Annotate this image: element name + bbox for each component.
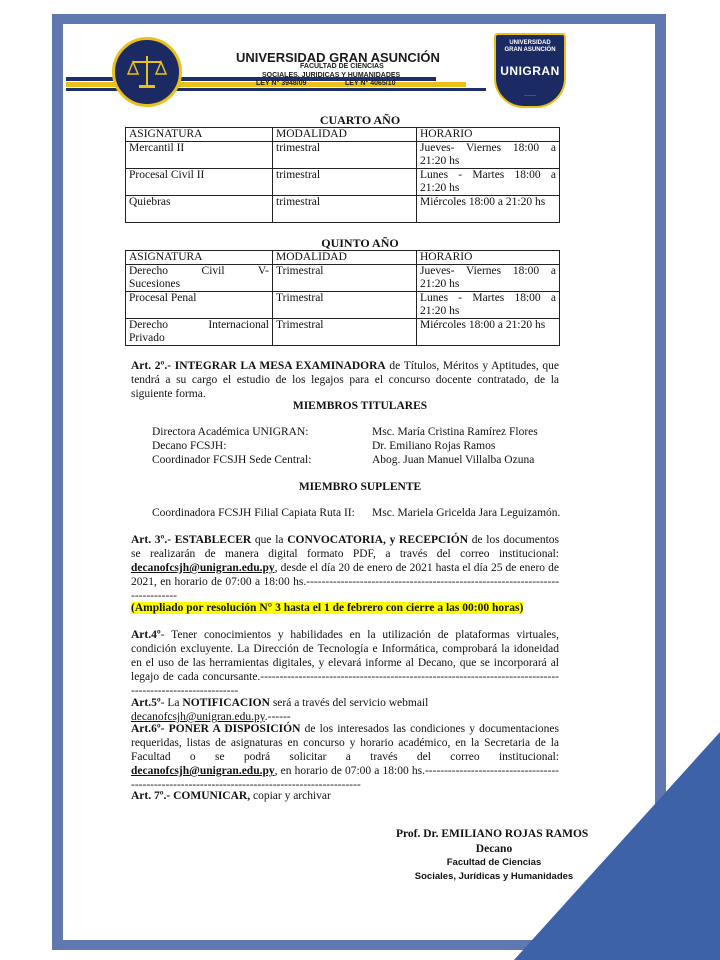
article-5-text: - La xyxy=(160,697,183,709)
article-2 xyxy=(131,359,559,401)
article-3-text: , desde el día 20 de enero de 2021 hasta el día 25 de enero de 2021, en horario de 07:00 a 18:00 hs.------------------------------------------------------------------------------ xyxy=(131,562,559,602)
horario-line: Lunes - Martes 18:00 a xyxy=(420,292,556,304)
article-7-label: Art. 7º.- COMUNICAR, xyxy=(131,790,251,802)
asignatura-line: Derecho Civil V- xyxy=(129,265,269,277)
miembro-suplente-title: MIEMBRO SUPLENTE xyxy=(298,481,422,493)
table-row xyxy=(126,169,560,196)
table-row xyxy=(126,319,560,346)
badge-line2: GRAN ASUNCIÓN xyxy=(504,47,556,53)
email-link[interactable]: decanofcsjh@unigran.edu.py xyxy=(131,765,275,777)
member-role: Decano FCSJH: xyxy=(152,440,227,452)
article-6-label: Art.6º- PONER A DISPOSICIÓN xyxy=(131,723,301,735)
asignatura-line: Sucesiones xyxy=(129,278,181,290)
member-role: Coordinador FCSJH Sede Central: xyxy=(152,454,312,466)
email-link[interactable]: decanofcsjh@unigran.edu.py xyxy=(131,562,275,574)
horario-cell xyxy=(417,292,560,319)
suplente-name: Msc. Mariela Gricelda Jara Leguizamón. xyxy=(372,507,561,519)
table-header-row xyxy=(126,251,560,265)
article-3-label: Art. 3º.- ESTABLECER xyxy=(131,534,252,546)
asignatura-line: Privado xyxy=(129,332,165,344)
article-3 xyxy=(131,533,559,603)
horario-line: 21:20 hs xyxy=(420,182,460,194)
header-asignatura: ASIGNATURA xyxy=(126,128,273,142)
article-4 xyxy=(131,628,559,698)
horario-cell xyxy=(417,142,560,169)
article-6 xyxy=(131,722,559,792)
asignatura-cell: Mercantil II xyxy=(126,142,273,169)
member-role: Directora Académica UNIGRAN: xyxy=(152,426,309,438)
asignatura-cell: Procesal Penal xyxy=(126,292,273,319)
quinto-ano-title: QUINTO AÑO xyxy=(321,236,399,250)
article-5-text: será a través del servicio webmail xyxy=(269,697,429,709)
article-4-label: Art.4º xyxy=(131,629,161,641)
modalidad-cell: Trimestral xyxy=(273,292,417,319)
member-name: Msc. María Cristina Ramírez Flores xyxy=(372,426,538,438)
asignatura-cell: Quiebras xyxy=(126,196,273,223)
faculty-seal-icon xyxy=(112,37,182,107)
article-2-label: Art. 2º.- INTEGRAR LA MESA EXAMINADORA xyxy=(131,360,386,372)
horario-line: Jueves- Viernes 18:00 a xyxy=(420,265,556,277)
university-name: UNIVERSIDAD GRAN ASUNCIÓN xyxy=(236,50,440,65)
law-number-right: LEY N° 4065/10 xyxy=(345,80,396,87)
horario-line: 21:20 hs xyxy=(420,305,460,317)
header-horario: HORARIO xyxy=(417,251,560,265)
miembros-titulares-title: MIEMBROS TITULARES xyxy=(292,400,428,412)
email-link[interactable]: decanofcsjh@unigran.edu.py xyxy=(131,711,265,723)
member-name: Abog. Juan Manuel Villalba Ozuna xyxy=(372,454,535,466)
faculty-line1: FACULTAD DE CIENCIAS xyxy=(300,63,384,70)
ampliado-note xyxy=(131,601,559,615)
horario-cell: Miércoles 18:00 a 21:20 hs xyxy=(417,319,560,346)
header-modalidad: MODALIDAD xyxy=(273,128,417,142)
table-row xyxy=(126,265,560,292)
article-4-text: - Tener conocimientos y habilidades en la utilización de plataformas virtuales, condición excluyente. La Dirección de Tecnología e Informática, comprobará la idoneidad en el uso de las herramientas digitales, y elevará informe al Decano, que se incorporará al legajo de cada concursante.---------------------------------------------------------------------------------------------------------- xyxy=(131,629,559,697)
badge-ribbon: ——— xyxy=(524,92,536,97)
signature-line1: Facultad de Ciencias xyxy=(446,857,542,868)
asignatura-cell xyxy=(126,319,273,346)
table-row xyxy=(126,292,560,319)
cuarto-ano-table xyxy=(125,127,560,223)
signature-title: Decano xyxy=(475,843,513,855)
article-3-text: de los documentos se realizarán de manera digital formato PDF, a través del correo institucional: xyxy=(131,534,559,560)
horario-line: 21:20 hs xyxy=(420,155,460,167)
asignatura-cell xyxy=(126,265,273,292)
article-7-text: copiar y archivar xyxy=(250,790,331,802)
quinto-ano-table xyxy=(125,250,560,346)
modalidad-cell: trimestral xyxy=(273,142,417,169)
modalidad-cell: Trimestral xyxy=(273,319,417,346)
article-2-text: de Títulos, Méritos y Aptitudes, que tendrá a su cargo el estudio de los legajos para el concurso docente contratado, de la siguiente forma. xyxy=(131,360,560,400)
unigran-badge-logo xyxy=(494,33,566,108)
asignatura-line: Derecho Internacional xyxy=(129,319,269,331)
horario-line: 21:20 hs xyxy=(420,278,460,290)
horario-cell xyxy=(417,169,560,196)
modalidad-cell: Trimestral xyxy=(273,265,417,292)
asignatura-cell: Procesal Civil II xyxy=(126,169,273,196)
article-5 xyxy=(131,696,559,724)
table-row xyxy=(126,142,560,169)
member-name: Dr. Emiliano Rojas Ramos xyxy=(372,440,496,452)
header-modalidad: MODALIDAD xyxy=(273,251,417,265)
law-number-left: LEY N° 3948/09 xyxy=(256,80,307,87)
horario-line: Lunes - Martes 18:00 a xyxy=(420,169,556,181)
table-header-row xyxy=(126,128,560,142)
badge-name: UNIGRAN xyxy=(500,64,560,78)
horario-cell: Miércoles 18:00 a 21:20 hs xyxy=(417,196,560,223)
article-3-bold: CONVOCATORIA, y RECEPCIÓN xyxy=(287,534,469,546)
article-6-text: , en horario de 07:00 a 18:00 hs.----------------------------------------------------------------------------------------------- xyxy=(131,765,559,791)
cuarto-ano-title: CUARTO AÑO xyxy=(319,113,401,127)
faculty-line2: SOCIALES, JURIDICAS Y HUMANIDADES xyxy=(262,72,401,79)
article-5-label: Art.5º xyxy=(131,697,161,709)
article-7 xyxy=(131,789,559,803)
horario-line: Jueves- Viernes 18:00 a xyxy=(420,142,556,154)
ampliado-highlight: (Ampliado por resolución N° 3 hasta el 1 de febrero con cierre a las 00:00 horas) xyxy=(131,602,524,614)
modalidad-cell: trimestral xyxy=(273,169,417,196)
table-row xyxy=(126,196,560,223)
article-5-bold: NOTIFICACION xyxy=(182,697,270,709)
horario-cell xyxy=(417,265,560,292)
article-5-text: .------ xyxy=(264,711,291,723)
header-horario: HORARIO xyxy=(417,128,560,142)
signature-line2: Sociales, Jurídicas y Humanidades xyxy=(414,871,574,882)
badge-line1: UNIVERSIDAD xyxy=(509,40,551,46)
modalidad-cell: trimestral xyxy=(273,196,417,223)
header-asignatura: ASIGNATURA xyxy=(126,251,273,265)
signature-name: Prof. Dr. EMILIANO ROJAS RAMOS xyxy=(396,828,589,840)
article-6-text: de los interesados las condiciones y documentaciones requeridas, listas de asignaturas en concurso y horario académico, en la Secretaria de la Facultad o se podrá solicitar a través del correo institucional: xyxy=(131,723,559,763)
suplente-role: Coordinadora FCSJH Filial Capiata Ruta II: xyxy=(152,507,355,519)
article-3-text: que la xyxy=(251,534,288,546)
